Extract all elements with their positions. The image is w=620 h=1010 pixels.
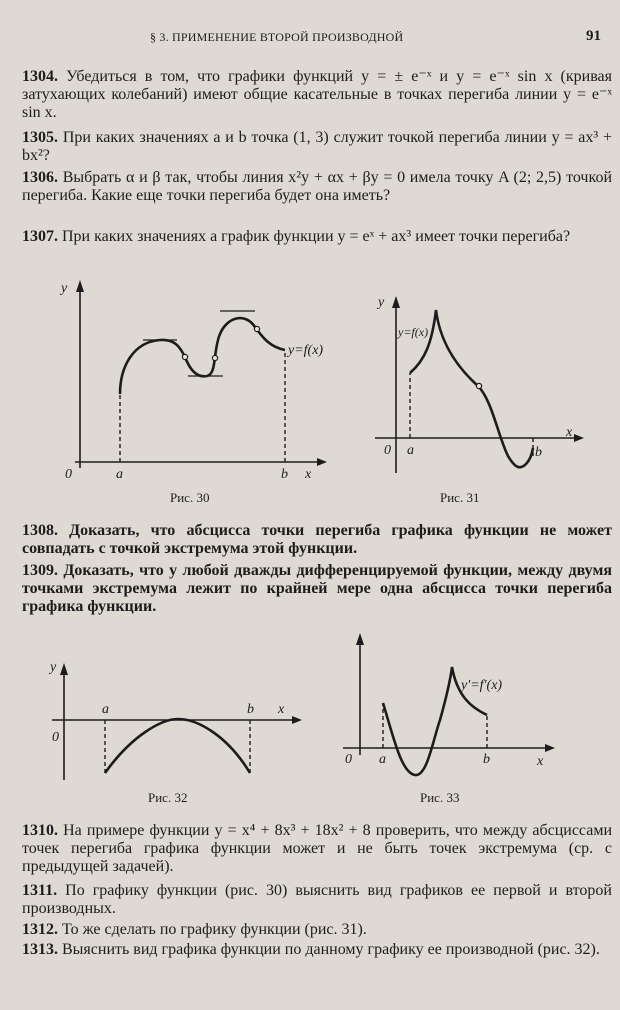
- figure-31: [370, 288, 590, 498]
- curve-f-prime: [105, 719, 250, 773]
- curve-label: y=f(x): [288, 343, 324, 358]
- problem-text: Убедиться в том, что графики функций y = ± e⁻ˣ и y = e⁻ˣ sin x (кривая затухающих колебаний) имеют общие касательные в точках перегиба линии y = e⁻ˣ sin x.: [22, 68, 613, 121]
- caption-fig31: Рис. 31: [440, 490, 480, 505]
- problem-number: 1313.: [22, 941, 58, 958]
- y-axis-arrow: [60, 663, 68, 675]
- problem-number: 1306.: [22, 169, 58, 186]
- inflection-point: [476, 383, 481, 388]
- problem-1306: [22, 169, 612, 227]
- problem-text: То же сделать по графику функции (рис. 31).: [62, 921, 367, 938]
- problem-text: По графику функции (рис. 30) выяснить вид графиков ее первой и второй производных.: [22, 882, 612, 917]
- a-label: a: [407, 443, 414, 458]
- problem-number: 1308.: [22, 522, 58, 539]
- problem-text: При каких значениях a график функции y = eˣ + ax³ имеет точки перегиба?: [62, 228, 571, 245]
- x-label: x: [566, 425, 573, 440]
- problem-number: 1310.: [22, 822, 58, 839]
- y-axis-arrow: [76, 280, 84, 292]
- problem-text: Доказать, что абсцисса точки перегиба графика функции не может совпадать с точкой экстремума этой функции.: [22, 522, 612, 557]
- y-label: y: [50, 660, 57, 675]
- problem-number: 1311.: [22, 882, 58, 899]
- x-label: x: [305, 467, 312, 482]
- curve-label: y'=f'(x): [461, 678, 503, 693]
- page-header: [0, 28, 620, 48]
- x-label: x: [278, 702, 285, 717]
- figure-32: [42, 655, 312, 785]
- a-label: a: [116, 467, 123, 482]
- inflection-point: [254, 326, 259, 331]
- figure-30: [55, 272, 325, 482]
- b-label: b: [247, 702, 254, 717]
- problem-1307: [22, 228, 612, 266]
- problem-text: При каких значениях a и b точка (1, 3) служит точкой перегиба линии y = ax³ + bx²?: [22, 129, 613, 164]
- x-axis-arrow: [545, 744, 555, 752]
- b-label: b: [483, 752, 490, 767]
- problem-text: На примере функции y = x⁴ + 8x³ + 18x² + 8 проверить, что между абсциссами точек перегиба графика функции может и не быть точек экстремума (ср. с предыдущей задачей).: [22, 822, 612, 875]
- a-label: a: [379, 752, 386, 767]
- problem-1310: [22, 822, 612, 880]
- y-axis-arrow: [356, 633, 364, 645]
- problem-number: 1305.: [22, 129, 58, 146]
- running-head: § 3. ПРИМЕНЕНИЕ ВТОРОЙ ПРОИЗВОДНОЙ: [150, 30, 404, 44]
- problem-1313: [22, 941, 612, 979]
- caption-fig32: Рис. 32: [148, 790, 188, 805]
- b-label: b: [281, 467, 288, 482]
- caption-fig30: Рис. 30: [170, 490, 210, 505]
- inflection-point: [212, 355, 217, 360]
- origin-label: 0: [384, 443, 391, 458]
- problem-1312: [22, 921, 612, 941]
- problem-1311: [22, 882, 612, 920]
- problem-number: 1307.: [22, 228, 58, 245]
- figure-33: [335, 625, 575, 795]
- curve-f: [410, 310, 533, 467]
- problem-number: 1309.: [22, 562, 58, 579]
- curve-label: y=f(x): [398, 325, 429, 339]
- x-label: x: [537, 754, 544, 769]
- problem-text: Выяснить вид графика функции по данному графику ее производной (рис. 32).: [62, 941, 600, 958]
- problem-1308: [22, 522, 612, 560]
- problem-text: Выбрать α и β так, чтобы линия x²y + αx + βy = 0 имела точку A (2; 2,5) точкой перегиба. Какие еще точки перегиба будет она иметь?: [22, 169, 613, 204]
- y-label: y: [378, 295, 385, 310]
- problem-1305: [22, 129, 612, 167]
- x-axis-arrow: [574, 434, 584, 442]
- b-label: b: [535, 445, 542, 460]
- y-axis-arrow: [392, 296, 400, 308]
- problem-number: 1312.: [22, 921, 58, 938]
- x-axis-arrow: [292, 716, 302, 724]
- problem-number: 1304.: [22, 68, 58, 85]
- problem-text: Доказать, что у любой дважды дифференцируемой функции, между двумя точками экстремума лежит по крайней мере одна абсцисса точки перегиба графика функции.: [22, 562, 613, 615]
- a-label: a: [102, 702, 109, 717]
- page-number: 91: [586, 28, 601, 44]
- origin-label: 0: [52, 730, 59, 745]
- problem-1304: [22, 68, 612, 126]
- inflection-point: [182, 354, 187, 359]
- origin-label: 0: [65, 467, 72, 482]
- x-axis-arrow: [317, 458, 327, 466]
- y-label: y: [61, 281, 68, 296]
- caption-fig33: Рис. 33: [420, 790, 460, 805]
- curve-f: [120, 318, 285, 394]
- origin-label: 0: [345, 752, 352, 767]
